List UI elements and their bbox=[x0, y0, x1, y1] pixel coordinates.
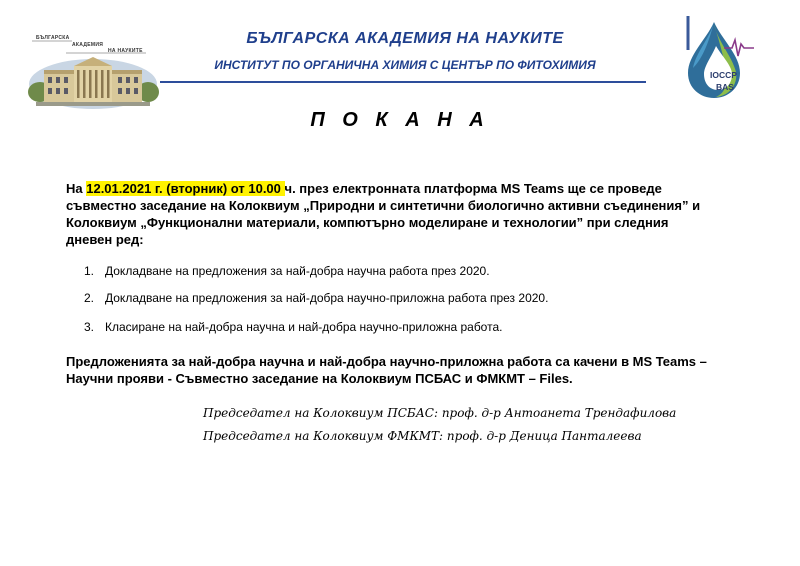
intro-prefix: На bbox=[66, 181, 87, 196]
academy-building-logo bbox=[26, 30, 160, 110]
agenda-number: 1. bbox=[84, 264, 95, 278]
logo-text-line2b: НА НАУКИТЕ bbox=[108, 48, 143, 54]
notice-line-2: Научни прояви - Съвместно заседание на Колоквиум ПСБАС и ФМКМТ – Files. bbox=[66, 371, 573, 386]
agenda-item bbox=[84, 291, 684, 305]
academy-title: БЪЛГАРСКА АКАДЕМИЯ НА НАУКИТЕ bbox=[246, 30, 564, 47]
ioccp-logo-text: IOCCP bbox=[710, 70, 737, 80]
agenda-number: 3. bbox=[84, 320, 95, 334]
intro-line-4: дневен ред: bbox=[66, 232, 144, 247]
ioccp-logo bbox=[666, 10, 766, 105]
notice-paragraph bbox=[66, 353, 766, 387]
agenda-text: Докладване на предложения за най-добра научна работа през 2020. bbox=[105, 264, 490, 278]
date-time-highlight: 12.01.2021 г. (вторник) от 10.00 bbox=[86, 181, 285, 196]
intro-line-1 bbox=[66, 180, 756, 197]
header-divider bbox=[160, 81, 646, 83]
intro-paragraph bbox=[66, 180, 756, 248]
invitation-heading: П О К А Н А bbox=[310, 109, 490, 131]
logo-text-line2a: АКАДЕМИЯ bbox=[72, 42, 104, 48]
logo-text-line1: БЪЛГАРСКА bbox=[36, 35, 70, 41]
notice-line-1: Предложенията за най-добра научна и най-добра научно-приложна работа са качени в MS Teams – bbox=[66, 354, 707, 369]
intro-line-3: Колоквиум „Функционални материали, компютърно моделиране и технологии” при следния bbox=[66, 215, 669, 230]
chair-signature-fmkmt: Председател на Колоквиум ФМКМТ: проф. д-р Деница Панталеева bbox=[203, 429, 642, 443]
agenda-text: Класиране на най-добра научна и най-добра научно-приложна работа. bbox=[105, 320, 503, 334]
institute-subtitle: ИНСТИТУТ ПО ОРГАНИЧНА ХИМИЯ С ЦЕНТЪР ПО ФИТОХИМИЯ bbox=[214, 58, 596, 72]
intro-suffix: ч. през електронната платформа MS Teams ще се проведе bbox=[284, 181, 662, 196]
agenda-number: 2. bbox=[84, 291, 95, 305]
intro-line-2: съвместно заседание на Колоквиум „Природни и синтетични биологично активни съединения” и bbox=[66, 198, 701, 213]
bas-logo-text: BAS bbox=[716, 82, 734, 92]
chair-signature-psbas: Председател на Колоквиум ПСБАС: проф. д-р Антоанета Трендафилова bbox=[203, 406, 677, 420]
agenda-item bbox=[84, 264, 684, 278]
agenda-item bbox=[84, 320, 684, 334]
agenda-text: Докладване на предложения за най-добра научно-приложна работа през 2020. bbox=[105, 291, 549, 305]
